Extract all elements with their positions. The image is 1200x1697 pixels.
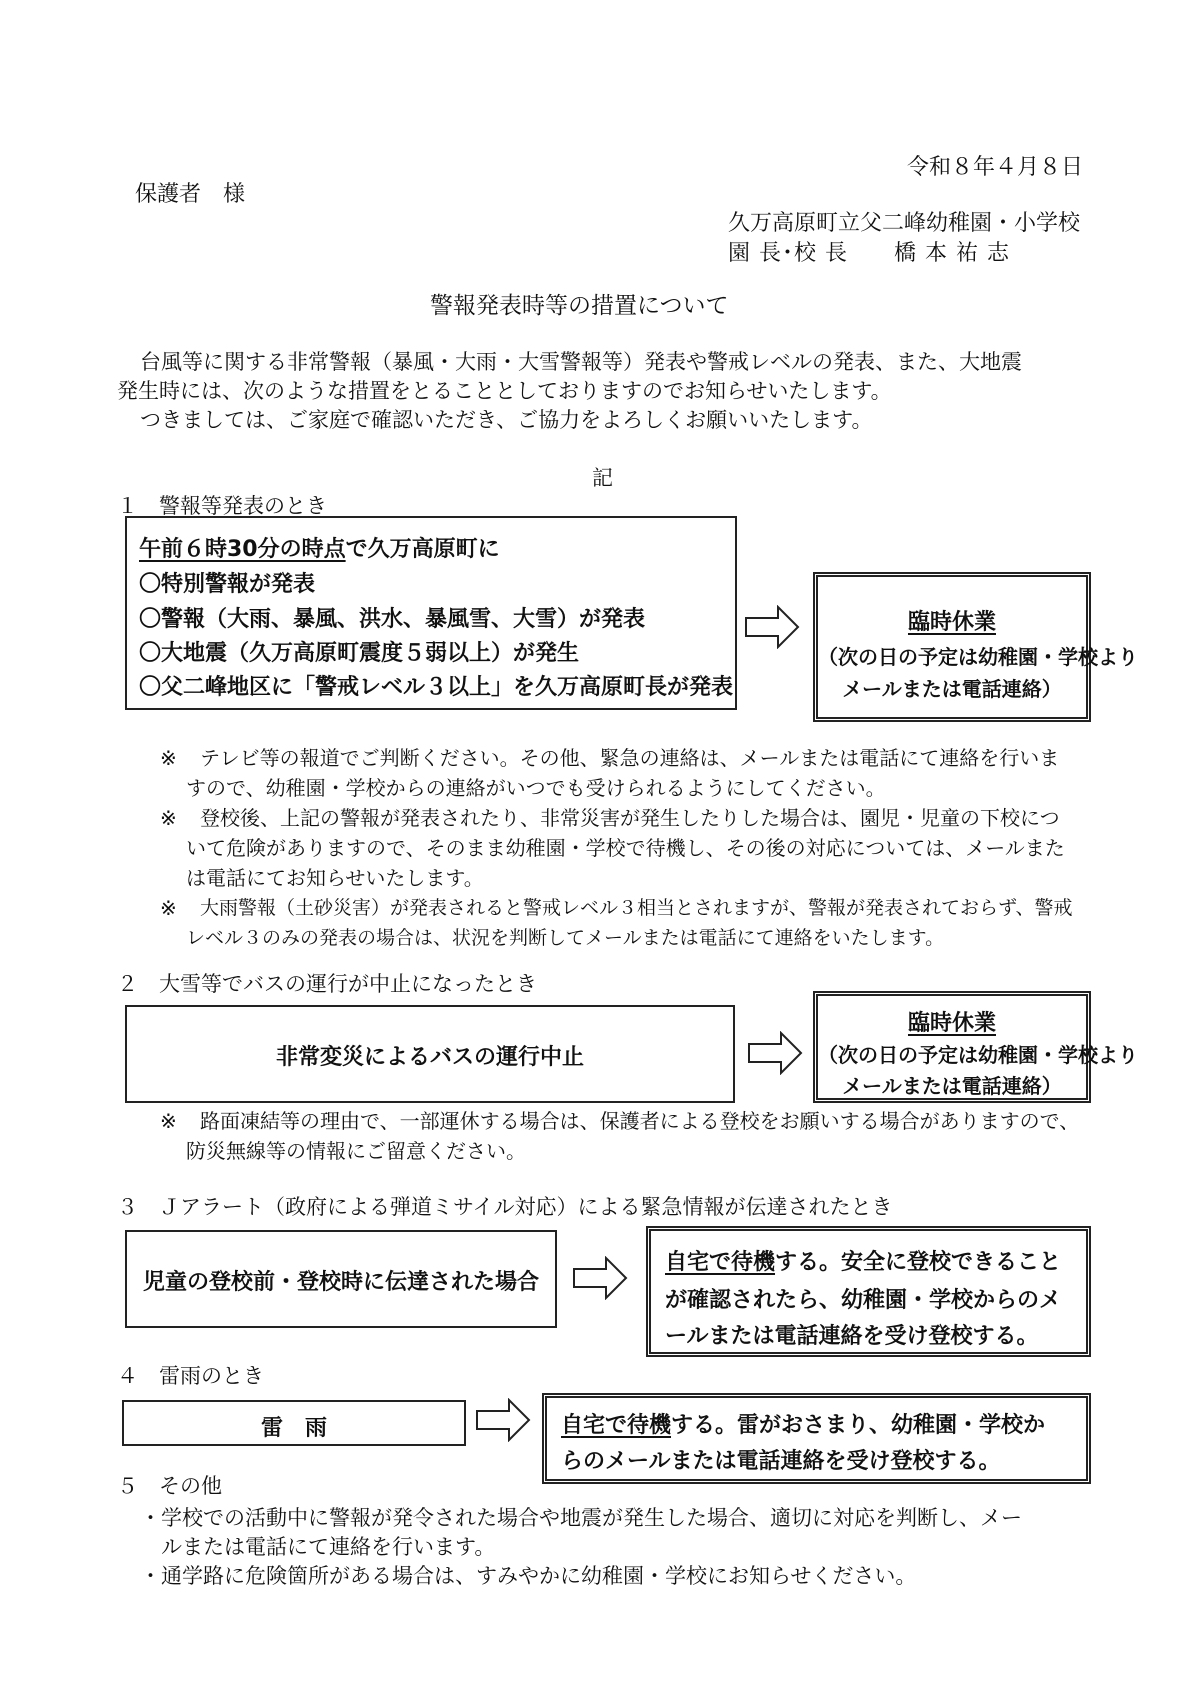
section1-condition-item: 〇警報（大雨、暴風、洪水、暴風雪、大雪）が発表 — [139, 607, 646, 632]
right-outline-arrow-icon — [744, 605, 800, 649]
note-mark: ※ — [160, 1109, 177, 1133]
note-mark: ※ — [160, 806, 177, 830]
section4-result-line-2: らのメールまたは電話連絡を受け登校する。 — [561, 1449, 1001, 1474]
section2-result-line: メールまたは電話連絡） — [842, 1074, 1062, 1098]
section3-result-box — [646, 1226, 1091, 1357]
right-outline-arrow-icon — [475, 1398, 531, 1442]
section4-condition-box — [122, 1400, 466, 1446]
section3-result-line-3: ールまたは電話連絡を受け登校する。 — [665, 1324, 1039, 1349]
section1-result-title: 臨時休業 — [907, 610, 996, 635]
section4-heading: ４ 雷雨のとき — [117, 1364, 264, 1388]
section2-heading: ２ 大雪等でバスの運行が中止になったとき — [117, 972, 537, 996]
date: 令和８年４月８日 — [907, 155, 1084, 180]
section4-result-line-1: 自宅で待機する。雷がおさまり、幼稚園・学校か — [561, 1413, 1046, 1438]
section5-bullet-2: ・通学路に危険箇所がある場合は、すみやかに幼稚園・学校にお知らせください。 — [140, 1564, 917, 1588]
right-outline-arrow-icon — [572, 1256, 628, 1300]
signer: 園 長･校 長 橋 本 祐 志 — [728, 241, 1010, 266]
organization: 久万高原町立父二峰幼稚園・小学校 — [728, 211, 1081, 236]
section1-result-box — [813, 572, 1138, 722]
section3-condition: 児童の登校前・登校時に伝達された場合 — [142, 1270, 539, 1295]
intro-line-3: つきましては、ご家庭で確認いただき、ご協力をよろしくお願いいたします。 — [140, 408, 873, 432]
section2-result-line: （次の日の予定は幼稚園・学校より — [818, 1043, 1138, 1067]
section1-condition-item: 〇特別警報が発表 — [139, 572, 316, 597]
addressee: 保護者 様 — [135, 182, 246, 207]
section1-condition-box — [125, 516, 737, 710]
section2-condition-box — [125, 1005, 735, 1103]
section5-bullet-1-line-2: ルまたは電話にて連絡を行います。 — [140, 1535, 496, 1559]
section2-condition: 非常変災によるバスの運行中止 — [275, 1045, 584, 1070]
section3-heading: ３ Ｊアラート（政府による弾道ミサイル対応）による緊急情報が伝達されたとき — [117, 1195, 893, 1219]
intro-line-1: 台風等に関する非常警報（暴風・大雨・大雪警報等）発表や警戒レベルの発表、また、大地震 — [140, 350, 1022, 374]
section3-condition-box — [125, 1230, 557, 1328]
ki-mark: 記 — [592, 466, 613, 490]
section4-condition: 雷 雨 — [260, 1416, 327, 1441]
section1-condition-item: 〇大地震（久万高原町震度５弱以上）が発生 — [139, 641, 580, 666]
section1-condition-item: 〇父二峰地区に「警戒レベル３以上」を久万高原町長が発表 — [139, 675, 734, 700]
section1-heading: １ 警報等発表のとき — [117, 494, 327, 518]
right-outline-arrow-icon — [747, 1031, 803, 1075]
section3-result-line-1: 自宅で待機する。安全に登校できること — [665, 1250, 1062, 1275]
section1-condition-title: 午前６時30分の時点で久万高原町に — [139, 537, 500, 562]
note-mark: ※ — [160, 896, 177, 920]
note-mark: ※ — [160, 746, 177, 770]
section5-heading: ５ その他 — [117, 1474, 222, 1498]
section1-result-line: （次の日の予定は幼稚園・学校より — [818, 645, 1138, 669]
section5-bullet-1-line-1: ・学校での活動中に警報が発令された場合や地震が発生した場合、適切に対応を判断し、メー — [140, 1506, 1022, 1530]
section2-result-box — [813, 991, 1138, 1103]
section4-result-box — [542, 1393, 1091, 1484]
page-title: 警報発表時等の措置について — [430, 293, 729, 319]
section2-result-title: 臨時休業 — [907, 1011, 996, 1036]
intro-line-2: 発生時には、次のような措置をとることとしておりますのでお知らせいたします。 — [117, 379, 892, 403]
section1-result-line: メールまたは電話連絡） — [842, 677, 1062, 701]
section3-result-line-2: が確認されたら、幼稚園・学校からのメ — [665, 1288, 1062, 1313]
